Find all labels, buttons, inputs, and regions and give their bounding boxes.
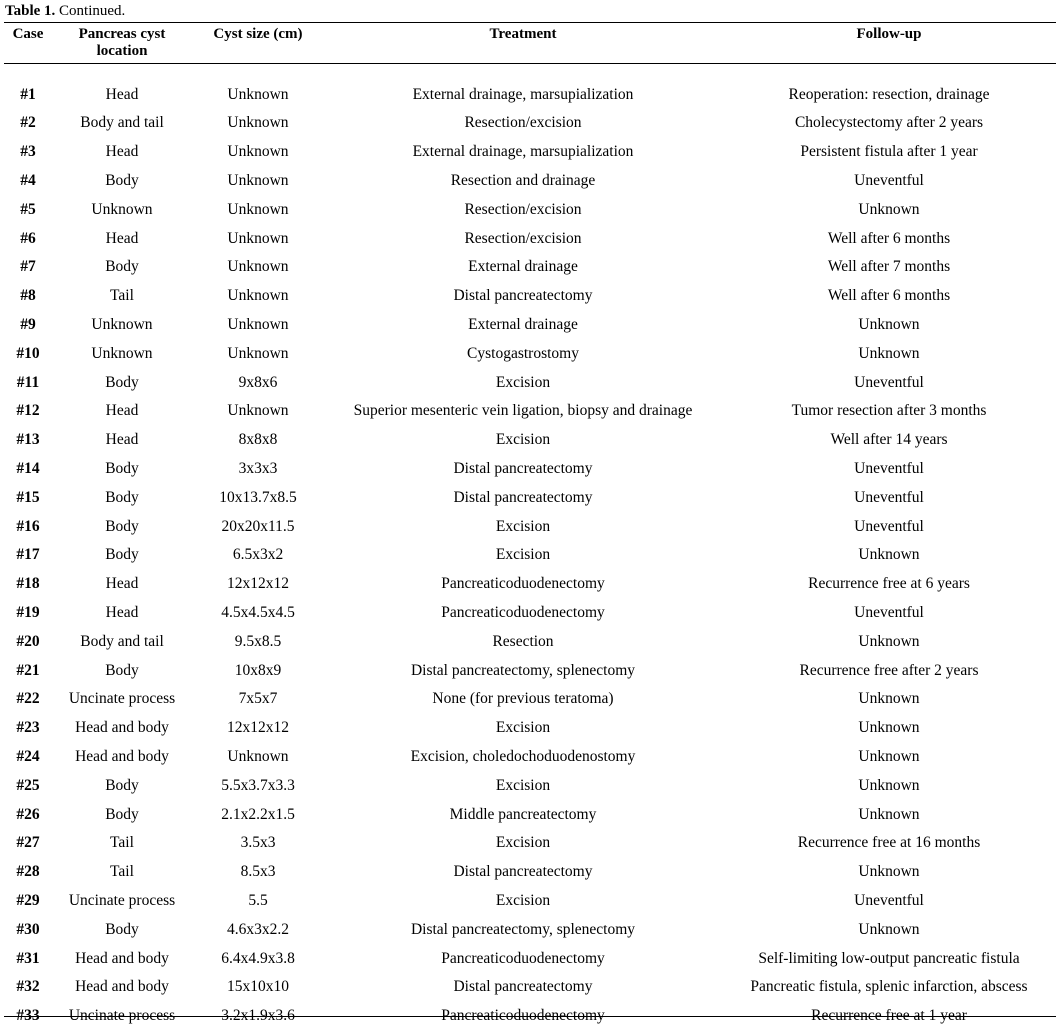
cell-location: Body <box>105 920 139 938</box>
cell-size: Unknown <box>227 143 289 161</box>
cell-treatment: Superior mesenteric vein ligation, biopsy and drainage <box>353 402 693 420</box>
cell-treatment: Pancreaticoduodenectomy <box>441 949 605 967</box>
cell-case: #9 <box>20 315 36 333</box>
cell-size: 3.2x1.9x3.6 <box>221 1007 295 1025</box>
cell-followup: Uneventful <box>854 517 924 535</box>
cell-treatment: External drainage, marsupialization <box>412 143 634 161</box>
cell-followup: Uneventful <box>854 459 924 477</box>
cell-treatment: None (for previous teratoma) <box>432 690 614 708</box>
cell-case: #33 <box>16 1007 40 1025</box>
cell-location: Head <box>105 402 139 420</box>
cell-treatment: Distal pancreatectomy, splenectomy <box>410 920 636 938</box>
cell-size: 9x8x6 <box>238 373 278 391</box>
cell-treatment: Resection/excision <box>464 114 582 132</box>
cell-followup: Unknown <box>858 690 920 708</box>
cell-size: Unknown <box>227 200 289 218</box>
cell-followup: Unknown <box>858 805 920 823</box>
table-row <box>4 771 1056 800</box>
cell-followup: Unknown <box>858 315 920 333</box>
cell-followup: Uneventful <box>854 891 924 909</box>
cell-location: Tail <box>110 287 134 305</box>
table-row <box>4 973 1056 1002</box>
cell-location: Body <box>105 805 139 823</box>
table-row <box>4 368 1056 397</box>
cell-treatment: Excision <box>495 719 551 737</box>
header-case: Case <box>12 26 44 42</box>
cell-followup: Unknown <box>858 747 920 765</box>
cell-location: Body <box>105 373 139 391</box>
cell-size: 8x8x8 <box>238 431 278 449</box>
table-row <box>4 426 1056 455</box>
table-row <box>4 887 1056 916</box>
cell-case: #5 <box>20 200 36 218</box>
cell-treatment: Distal pancreatectomy <box>453 978 593 996</box>
cell-size: 10x13.7x8.5 <box>219 488 297 506</box>
table-header <box>4 23 1056 64</box>
cell-case: #4 <box>20 171 36 189</box>
cell-size: 6.5x3x2 <box>232 546 284 564</box>
table-row <box>4 800 1056 829</box>
cell-treatment: External drainage, marsupialization <box>412 86 634 103</box>
cell-case: #26 <box>16 805 40 823</box>
cell-treatment: Pancreaticoduodenectomy <box>441 603 605 621</box>
table-row <box>4 397 1056 426</box>
table-row <box>4 253 1056 282</box>
cell-case: #6 <box>20 229 36 247</box>
cell-location: Head and body <box>75 747 169 765</box>
cell-case: #24 <box>16 747 40 765</box>
cell-size: Unknown <box>227 258 289 276</box>
cell-case: #12 <box>16 402 40 420</box>
cell-size: Unknown <box>227 315 289 333</box>
cell-size: 10x8x9 <box>234 661 282 679</box>
cell-location: Head and body <box>75 978 169 996</box>
cell-treatment: Excision <box>495 834 551 852</box>
table-caption-label: Table 1. <box>5 3 56 19</box>
cell-followup: Recurrence free at 1 year <box>811 1007 967 1025</box>
cell-treatment: Pancreaticoduodenectomy <box>441 575 605 593</box>
cell-case: #32 <box>16 978 40 996</box>
cell-location: Unknown <box>91 315 153 333</box>
table-row <box>4 167 1056 196</box>
cell-location: Head <box>105 431 139 449</box>
cell-size: 8.5x3 <box>240 863 276 881</box>
cell-case: #14 <box>16 459 40 477</box>
header-location-line2: location <box>96 43 148 59</box>
cell-location: Uncinate process <box>68 1007 176 1025</box>
table-row <box>4 64 1056 109</box>
table-row <box>4 627 1056 656</box>
table-row <box>4 224 1056 253</box>
cell-treatment: Resection/excision <box>464 200 582 218</box>
cell-treatment: Excision <box>495 891 551 909</box>
table-row <box>4 339 1056 368</box>
cell-followup: Unknown <box>858 200 920 218</box>
cell-case: #29 <box>16 891 40 909</box>
cell-treatment: Excision <box>495 517 551 535</box>
cell-location: Unknown <box>91 200 153 218</box>
cell-followup: Self-limiting low-output pancreatic fistula <box>758 949 1020 967</box>
cell-case: #30 <box>16 920 40 938</box>
cell-followup: Uneventful <box>854 171 924 189</box>
table-row <box>4 944 1056 973</box>
cell-size: Unknown <box>227 344 289 362</box>
cell-location: Tail <box>110 834 134 852</box>
cell-followup: Uneventful <box>854 603 924 621</box>
cell-treatment: Resection/excision <box>464 229 582 247</box>
cell-treatment: Middle pancreatectomy <box>449 805 597 823</box>
cell-location: Body <box>105 258 139 276</box>
header-followup: Follow-up <box>856 26 922 42</box>
cases-table <box>4 23 1056 1031</box>
cell-case: #23 <box>16 719 40 737</box>
cell-case: #25 <box>16 776 40 794</box>
cell-case: #31 <box>16 949 40 967</box>
cell-treatment: Resection and drainage <box>450 171 596 189</box>
cell-case: #8 <box>20 287 36 305</box>
cell-followup: Unknown <box>858 920 920 938</box>
cell-case: #21 <box>16 661 40 679</box>
cell-size: 9.5x8.5 <box>234 632 282 650</box>
cell-followup: Pancreatic fistula, splenic infarction, abscess <box>750 978 1028 996</box>
cell-treatment: Excision <box>495 373 551 391</box>
cell-size: 20x20x11.5 <box>221 517 295 535</box>
cell-location: Head <box>105 603 139 621</box>
cell-size: 5.5 <box>248 891 268 909</box>
cell-treatment: Excision <box>495 776 551 794</box>
cell-size: 4.6x3x2.2 <box>227 920 289 938</box>
cell-followup: Well after 6 months <box>827 229 951 247</box>
cell-size: 2.1x2.2x1.5 <box>221 805 295 823</box>
cell-case: #27 <box>16 834 40 852</box>
cell-treatment: Excision <box>495 546 551 564</box>
cell-location: Head <box>105 575 139 593</box>
cell-location: Tail <box>110 863 134 881</box>
cell-treatment: Distal pancreatectomy <box>453 287 593 305</box>
cell-case: #19 <box>16 603 40 621</box>
cell-treatment: Resection <box>492 632 554 650</box>
cell-location: Head <box>105 229 139 247</box>
table-body <box>4 64 1056 1031</box>
cell-followup: Well after 6 months <box>827 287 951 305</box>
table-row <box>4 1002 1056 1031</box>
cell-followup: Unknown <box>858 546 920 564</box>
header-location <box>52 23 192 64</box>
cell-case: #13 <box>16 431 40 449</box>
cell-case: #11 <box>16 373 40 391</box>
cell-treatment: Excision <box>495 431 551 449</box>
cell-followup: Unknown <box>858 719 920 737</box>
cell-size: 4.5x4.5x4.5 <box>221 603 295 621</box>
header-treatment: Treatment <box>489 26 557 42</box>
cell-followup: Reoperation: resection, drainage <box>788 86 990 103</box>
cell-followup: Unknown <box>858 344 920 362</box>
cell-size: Unknown <box>227 402 289 420</box>
table-row <box>4 743 1056 772</box>
table-caption-text: Continued. <box>55 3 126 19</box>
cell-followup: Well after 7 months <box>827 258 951 276</box>
cell-followup: Well after 14 years <box>830 431 948 449</box>
cell-case: #20 <box>16 632 40 650</box>
table-row <box>4 714 1056 743</box>
cell-followup: Unknown <box>858 776 920 794</box>
cell-case: #2 <box>20 114 36 132</box>
cell-size: 15x10x10 <box>227 978 289 996</box>
cell-location: Body and tail <box>80 632 164 650</box>
cell-treatment: Excision, choledochoduodenostomy <box>410 747 636 765</box>
table-row <box>4 685 1056 714</box>
cell-location: Body <box>105 546 139 564</box>
table-row <box>4 109 1056 138</box>
cell-case: #18 <box>16 575 40 593</box>
cell-location: Body <box>105 171 139 189</box>
table-row <box>4 541 1056 570</box>
cell-location: Head <box>105 86 139 103</box>
table-row <box>4 858 1056 887</box>
cell-case: #10 <box>16 344 40 362</box>
cell-case: #3 <box>20 143 36 161</box>
cell-treatment: External drainage <box>468 315 578 333</box>
cell-size: 3x3x3 <box>238 459 278 477</box>
cell-case: #7 <box>20 258 36 276</box>
cell-size: Unknown <box>227 171 289 189</box>
cell-treatment: Distal pancreatectomy <box>453 459 593 477</box>
cell-followup: Unknown <box>858 863 920 881</box>
cell-size: 7x5x7 <box>238 690 278 708</box>
cell-location: Body <box>105 459 139 477</box>
header-size: Cyst size (cm) <box>213 26 303 42</box>
table-row <box>4 570 1056 599</box>
header-location-line1: Pancreas cyst <box>78 26 166 42</box>
cell-size: Unknown <box>227 86 289 103</box>
cell-followup: Recurrence free after 2 years <box>799 661 979 679</box>
cell-followup: Uneventful <box>854 488 924 506</box>
cell-size: Unknown <box>227 229 289 247</box>
cell-location: Body <box>105 661 139 679</box>
cell-followup: Uneventful <box>854 373 924 391</box>
cell-location: Body <box>105 776 139 794</box>
cell-size: 12x12x12 <box>227 575 289 593</box>
cell-location: Head and body <box>75 719 169 737</box>
cell-followup: Recurrence free at 6 years <box>808 575 970 593</box>
cell-case: #15 <box>16 488 40 506</box>
table-row <box>4 599 1056 628</box>
cell-case: #1 <box>20 86 36 103</box>
cell-case: #16 <box>16 517 40 535</box>
cell-size: 3.5x3 <box>240 834 276 852</box>
table-row <box>4 656 1056 685</box>
cell-size: Unknown <box>227 747 289 765</box>
cell-size: Unknown <box>227 114 289 132</box>
cell-location: Uncinate process <box>68 891 176 909</box>
cell-case: #17 <box>16 546 40 564</box>
table-row <box>4 512 1056 541</box>
cell-followup: Unknown <box>858 632 920 650</box>
table-row <box>4 483 1056 512</box>
cell-followup: Cholecystectomy after 2 years <box>794 114 984 132</box>
cell-location: Body <box>105 517 139 535</box>
table-row <box>4 282 1056 311</box>
cell-case: #28 <box>16 863 40 881</box>
cell-treatment: Pancreaticoduodenectomy <box>441 1007 605 1025</box>
cell-size: 12x12x12 <box>227 719 289 737</box>
table-row <box>4 311 1056 340</box>
cell-location: Uncinate process <box>68 690 176 708</box>
cell-location: Head <box>105 143 139 161</box>
cell-treatment: External drainage <box>468 258 578 276</box>
cell-case: #22 <box>16 690 40 708</box>
cell-location: Body <box>105 488 139 506</box>
table-row <box>4 195 1056 224</box>
cell-treatment: Distal pancreatectomy <box>453 863 593 881</box>
cell-followup: Tumor resection after 3 months <box>791 402 987 420</box>
cell-size: Unknown <box>227 287 289 305</box>
cell-location: Body and tail <box>80 114 164 132</box>
cell-size: 6.4x4.9x3.8 <box>221 949 295 967</box>
cell-location: Unknown <box>91 344 153 362</box>
table-row <box>4 915 1056 944</box>
table-caption <box>5 2 125 20</box>
cell-treatment: Distal pancreatectomy, splenectomy <box>410 661 636 679</box>
cell-location: Head and body <box>75 949 169 967</box>
cell-treatment: Cystogastrostomy <box>467 344 579 362</box>
cell-followup: Recurrence free at 16 months <box>797 834 981 852</box>
table-row <box>4 455 1056 484</box>
cell-size: 5.5x3.7x3.3 <box>221 776 295 794</box>
table-row <box>4 138 1056 167</box>
cell-treatment: Distal pancreatectomy <box>453 488 593 506</box>
table-row <box>4 829 1056 858</box>
cell-followup: Persistent fistula after 1 year <box>800 143 978 161</box>
